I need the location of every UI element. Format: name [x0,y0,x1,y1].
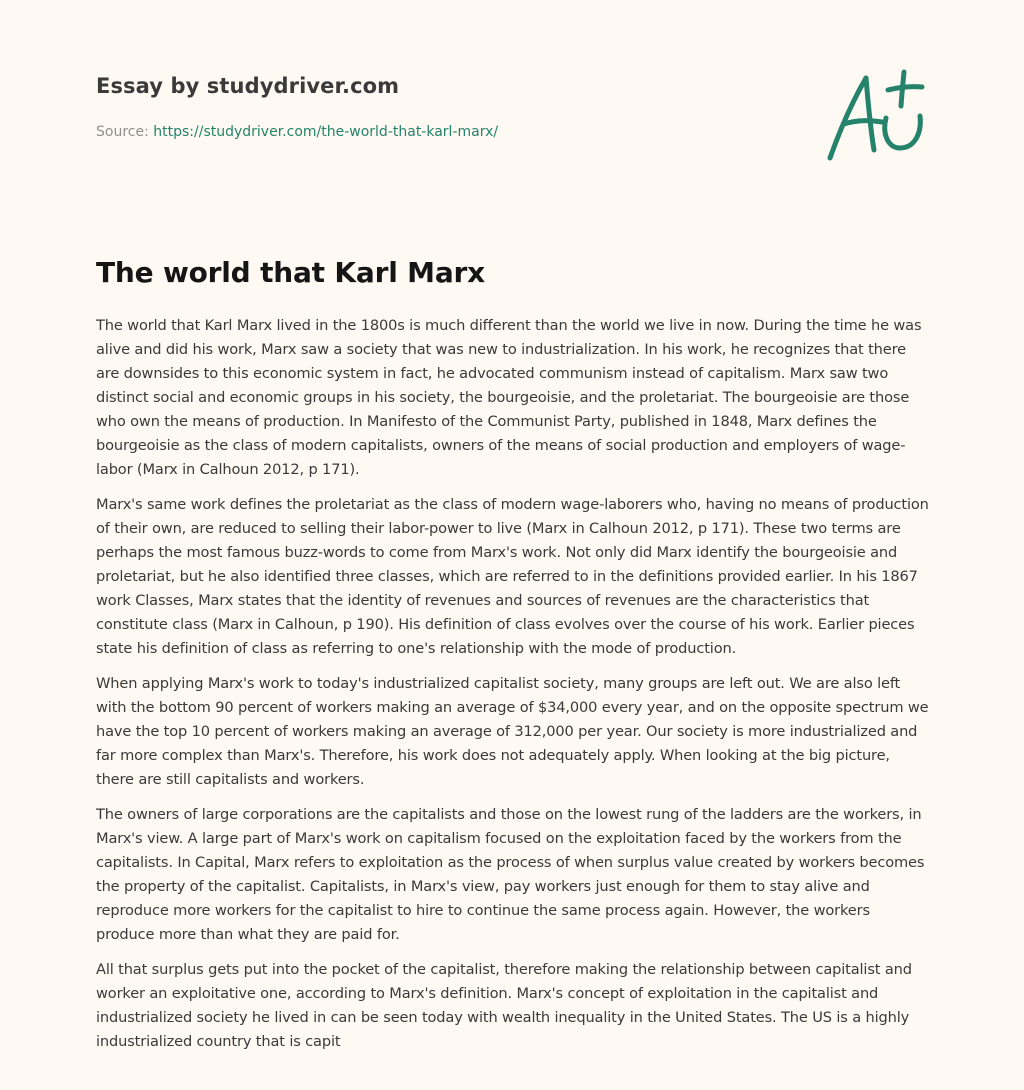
source-label: Source: [96,124,149,140]
essay-paragraph-1: The world that Karl Marx lived in the 1800s is much different than the world we live in now. During the time he was alive and did his work, Marx saw a society that was new to industrialization. In his work, he recognizes that there are downsides to this economic system in fact, he advocated communism instead of capitalism. Marx saw two distinct social and economic groups in his society, the bourgeoisie, and the proletariat. The bourgeoisie are those who own the means of production. In Manifesto of the Communist Party, published in 1848, Marx defines the bourgeoisie as the class of modern capitalists, owners of the means of social production and employers of wage-labor (Marx in Calhoun 2012, p 171). [96,317,922,478]
source-line [96,124,498,140]
a-plus-logo-icon [822,66,930,166]
essay-paragraph-3: When applying Marx's work to today's industrialized capitalist society, many groups are left out. We are also left with the bottom 90 percent of workers making an average of $34,000 every year, and on the opposite spectrum we have the top 10 percent of workers making an average of 312,000 per year. Our society is more industrialized and far more complex than Marx's. Therefore, his work does not adequately apply. When looking at the big picture, there are still capitalists and workers. [96,675,929,788]
essay-body [96,314,932,1065]
site-title: Essay by studydriver.com [96,74,400,98]
source-link[interactable]: https://studydriver.com/the-world-that-karl-marx/ [153,124,499,140]
essay-paragraph-2: Marx's same work defines the proletariat as the class of modern wage-laborers who, having no means of production of their own, are reduced to selling their labor-power to live (Marx in Calhoun 2012, p 171). These two terms are perhaps the most famous buzz-words to come from Marx's work. Not only did Marx identify the bourgeoisie and proletariat, but he also identified three classes, which are referred to in the definitions provided earlier. In his 1867 work Classes, Marx states that the identity of revenues and sources of revenues are the characteristics that constitute class (Marx in Calhoun, p 190). His definition of class evolves over the course of his work. Earlier pieces state his definition of class as referring to one's relationship with the mode of production. [96,496,929,657]
essay-title: The world that Karl Marx [96,256,485,289]
essay-paragraph-5: All that surplus gets put into the pocket of the capitalist, therefore making the relationship between capitalist and worker an exploitative one, according to Marx's definition. Marx's concept of exploitation in the capitalist and industrialized society he lived in can be seen today with wealth inequality in the United States. The US is a highly industrialized country that is capit [96,961,912,1050]
essay-paragraph-4: The owners of large corporations are the capitalists and those on the lowest rung of the ladders are the workers, in Marx's view. A large part of Marx's work on capitalism focused on the exploitation faced by the workers from the capitalists. In Capital, Marx refers to exploitation as the process of when surplus value created by workers becomes the property of the capitalist. Capitalists, in Marx's view, pay workers just enough for them to stay alive and reproduce more workers for the capitalist to hire to continue the same process again. However, the workers produce more than what they are paid for. [96,806,925,943]
